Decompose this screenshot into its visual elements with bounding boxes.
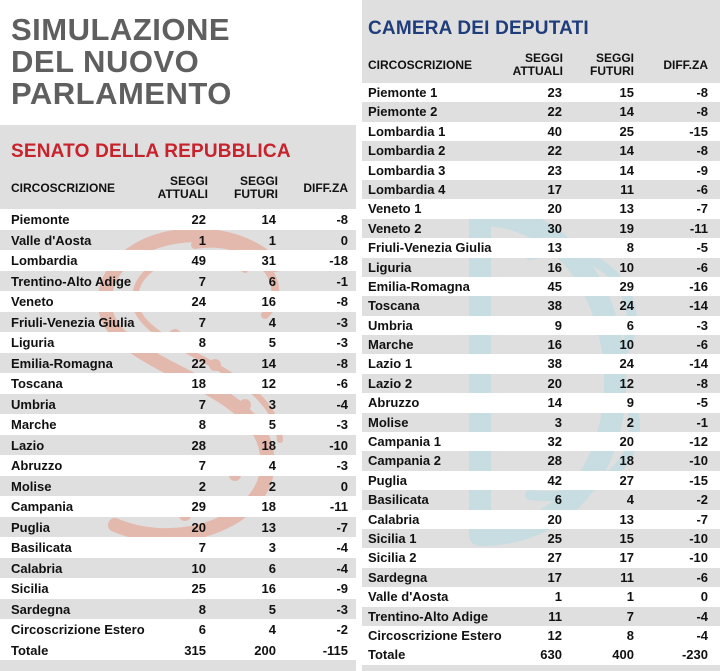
seggi-futuri-cell: 5 bbox=[268, 417, 276, 432]
seggi-futuri-cell: 11 bbox=[620, 569, 634, 585]
seggi-attuali-cell: 7 bbox=[198, 273, 206, 289]
seggi-futuri-cell: 10 bbox=[619, 337, 634, 353]
region-cell: Umbria bbox=[368, 317, 413, 333]
table-row bbox=[0, 414, 356, 435]
table-row bbox=[362, 296, 720, 315]
differenza-cell: -6 bbox=[336, 376, 348, 391]
senato-table bbox=[0, 209, 356, 660]
seggi-futuri-cell: 15 bbox=[619, 530, 634, 546]
seggi-attuali-cell: 22 bbox=[547, 143, 562, 159]
differenza-cell: -18 bbox=[329, 253, 348, 268]
region-cell: Sicilia bbox=[11, 581, 49, 596]
differenza-cell: 0 bbox=[340, 478, 348, 494]
region-cell: Campania 1 bbox=[368, 434, 441, 450]
differenza-cell: -115 bbox=[322, 642, 348, 658]
table-row bbox=[0, 619, 356, 640]
seggi-attuali-cell: 24 bbox=[191, 294, 206, 309]
seggi-futuri-cell: 6 bbox=[626, 317, 634, 333]
seggi-futuri-cell: 15 bbox=[619, 85, 634, 100]
table-row bbox=[362, 490, 720, 509]
differenza-cell: -8 bbox=[696, 104, 708, 120]
differenza-cell: -10 bbox=[689, 453, 708, 469]
seggi-futuri-cell: 11 bbox=[620, 181, 634, 197]
seggi-attuali-cell: 8 bbox=[198, 601, 206, 617]
seggi-attuali-cell: 23 bbox=[547, 162, 562, 178]
differenza-cell: -4 bbox=[336, 560, 348, 576]
region-cell: Abruzzo bbox=[11, 458, 63, 473]
differenza-cell: -6 bbox=[696, 337, 708, 353]
differenza-cell: -1 bbox=[336, 273, 348, 289]
seggi-futuri-cell: 8 bbox=[626, 627, 634, 643]
seggi-attuali-cell: 18 bbox=[191, 376, 206, 391]
table-row bbox=[362, 335, 720, 354]
region-cell: Abruzzo bbox=[368, 395, 420, 411]
table-row bbox=[362, 529, 720, 548]
region-cell: Totale bbox=[11, 642, 49, 658]
differenza-cell: -8 bbox=[336, 212, 348, 227]
seggi-attuali-cell: 22 bbox=[191, 212, 206, 227]
differenza-cell: -5 bbox=[696, 395, 708, 411]
table-row bbox=[0, 332, 356, 353]
seggi-futuri-cell: 3 bbox=[268, 396, 276, 412]
table-row bbox=[362, 451, 720, 470]
region-cell: Veneto 2 bbox=[368, 220, 422, 236]
seggi-futuri-cell: 13 bbox=[261, 519, 276, 535]
seggi-attuali-cell: 28 bbox=[547, 453, 562, 469]
seggi-attuali-cell: 315 bbox=[184, 642, 206, 658]
seggi-futuri-cell: 14 bbox=[261, 355, 276, 371]
differenza-cell: -8 bbox=[696, 143, 708, 159]
seggi-attuali-cell: 23 bbox=[547, 85, 562, 100]
differenza-cell: -10 bbox=[329, 437, 348, 453]
region-cell: Toscana bbox=[11, 376, 63, 391]
table-row bbox=[0, 558, 356, 579]
region-cell: Calabria bbox=[368, 511, 420, 527]
table-row bbox=[362, 587, 720, 606]
seggi-attuali-cell: 7 bbox=[198, 396, 206, 412]
seggi-futuri-cell: 24 bbox=[619, 298, 634, 314]
table-row bbox=[362, 393, 720, 412]
differenza-cell: -9 bbox=[336, 581, 348, 596]
table-row bbox=[362, 122, 720, 141]
table-row bbox=[362, 354, 720, 373]
differenza-cell: -7 bbox=[696, 511, 708, 527]
senato-heading: SENATO DELLA REPUBBLICA bbox=[11, 141, 291, 162]
camera-col-futuri: SEGGI FUTURI bbox=[590, 51, 634, 78]
region-cell: Sardegna bbox=[11, 601, 71, 617]
table-row bbox=[362, 413, 720, 432]
seggi-attuali-cell: 40 bbox=[547, 123, 562, 139]
seggi-futuri-cell: 1 bbox=[268, 232, 276, 248]
seggi-futuri-cell: 4 bbox=[268, 314, 276, 330]
seggi-futuri-cell: 16 bbox=[261, 581, 276, 596]
region-cell: Lazio 1 bbox=[368, 356, 413, 372]
differenza-cell: -230 bbox=[681, 647, 708, 663]
camera-table bbox=[362, 83, 720, 665]
table-row bbox=[0, 271, 356, 292]
seggi-futuri-cell: 20 bbox=[619, 434, 634, 450]
seggi-futuri-cell: 10 bbox=[619, 259, 634, 275]
seggi-futuri-cell: 4 bbox=[268, 622, 276, 637]
region-cell: Basilicata bbox=[368, 492, 429, 508]
region-cell: Molise bbox=[11, 478, 52, 494]
seggi-futuri-cell: 6 bbox=[268, 273, 276, 289]
table-row bbox=[0, 517, 356, 538]
differenza-cell: -14 bbox=[689, 298, 708, 314]
seggi-attuali-cell: 630 bbox=[540, 647, 562, 663]
seggi-futuri-cell: 13 bbox=[619, 511, 634, 527]
differenza-cell: 0 bbox=[340, 232, 348, 248]
seggi-attuali-cell: 38 bbox=[547, 356, 562, 372]
region-cell: Lazio bbox=[11, 437, 45, 453]
seggi-futuri-cell: 5 bbox=[268, 601, 276, 617]
table-row bbox=[362, 199, 720, 218]
seggi-futuri-cell: 16 bbox=[261, 294, 276, 309]
table-row bbox=[0, 353, 356, 374]
differenza-cell: -14 bbox=[689, 356, 708, 372]
seggi-attuali-cell: 16 bbox=[547, 337, 562, 353]
region-cell: Trentino-Alto Adige bbox=[11, 273, 132, 289]
seggi-attuali-cell: 42 bbox=[547, 472, 562, 488]
seggi-futuri-cell: 12 bbox=[261, 376, 276, 391]
seggi-futuri-cell: 27 bbox=[619, 472, 634, 488]
region-cell: Friuli-Venezia Giulia bbox=[11, 314, 135, 330]
differenza-cell: -5 bbox=[696, 240, 708, 256]
region-cell: Lazio 2 bbox=[368, 375, 413, 391]
region-cell: Veneto bbox=[11, 294, 54, 309]
table-row bbox=[362, 471, 720, 490]
seggi-attuali-cell: 49 bbox=[191, 253, 206, 268]
total-row bbox=[362, 645, 720, 664]
seggi-futuri-cell: 18 bbox=[261, 499, 276, 514]
table-row bbox=[0, 373, 356, 394]
table-row bbox=[0, 250, 356, 271]
seggi-attuali-cell: 25 bbox=[547, 530, 562, 546]
seggi-attuali-cell: 9 bbox=[554, 317, 562, 333]
seggi-futuri-cell: 31 bbox=[261, 253, 276, 268]
differenza-cell: -1 bbox=[696, 414, 708, 430]
senato-col-diff: DIFF.ZA bbox=[303, 181, 348, 195]
seggi-attuali-cell: 7 bbox=[198, 540, 206, 555]
seggi-futuri-cell: 25 bbox=[619, 123, 634, 139]
seggi-futuri-cell: 17 bbox=[619, 550, 634, 566]
differenza-cell: 0 bbox=[700, 589, 708, 605]
seggi-attuali-cell: 1 bbox=[554, 589, 562, 605]
table-row bbox=[362, 258, 720, 277]
differenza-cell: -6 bbox=[696, 569, 708, 585]
seggi-attuali-cell: 17 bbox=[547, 181, 562, 197]
seggi-futuri-cell: 12 bbox=[619, 375, 634, 391]
differenza-cell: -3 bbox=[336, 314, 348, 330]
seggi-attuali-cell: 8 bbox=[198, 417, 206, 432]
seggi-attuali-cell: 45 bbox=[547, 278, 562, 294]
differenza-cell: -7 bbox=[696, 201, 708, 217]
table-row bbox=[0, 291, 356, 312]
table-row bbox=[362, 219, 720, 238]
seggi-attuali-cell: 32 bbox=[547, 434, 562, 450]
region-cell: Puglia bbox=[11, 519, 51, 535]
differenza-cell: -6 bbox=[696, 181, 708, 197]
seggi-futuri-cell: 18 bbox=[619, 453, 634, 469]
differenza-cell: -11 bbox=[689, 220, 708, 236]
seggi-attuali-cell: 12 bbox=[547, 627, 562, 643]
seggi-futuri-cell: 4 bbox=[268, 458, 276, 473]
region-cell: Emilia-Romagna bbox=[11, 355, 113, 371]
region-cell: Lombardia 3 bbox=[368, 162, 446, 178]
seggi-futuri-cell: 7 bbox=[626, 608, 634, 624]
table-row bbox=[362, 83, 720, 102]
seggi-attuali-cell: 2 bbox=[198, 478, 206, 494]
seggi-attuali-cell: 38 bbox=[547, 298, 562, 314]
table-row bbox=[0, 230, 356, 251]
senato-col-futuri: SEGGI FUTURI bbox=[234, 174, 278, 201]
seggi-attuali-cell: 8 bbox=[198, 335, 206, 350]
table-row bbox=[362, 277, 720, 296]
seggi-futuri-cell: 2 bbox=[268, 478, 276, 494]
seggi-futuri-cell: 1 bbox=[626, 589, 634, 605]
seggi-futuri-cell: 29 bbox=[619, 278, 634, 294]
differenza-cell: -6 bbox=[696, 259, 708, 275]
table-row bbox=[0, 496, 356, 517]
seggi-attuali-cell: 20 bbox=[547, 511, 562, 527]
camera-col-circoscrizione: CIRCOSCRIZIONE bbox=[368, 58, 473, 72]
differenza-cell: -4 bbox=[696, 608, 708, 624]
table-row bbox=[362, 102, 720, 121]
table-row bbox=[362, 161, 720, 180]
senato-col-circoscrizione: CIRCOSCRIZIONE bbox=[11, 181, 116, 195]
differenza-cell: -16 bbox=[689, 278, 708, 294]
seggi-futuri-cell: 5 bbox=[268, 335, 276, 350]
table-row bbox=[0, 435, 356, 456]
region-cell: Umbria bbox=[11, 396, 56, 412]
region-cell: Puglia bbox=[368, 472, 408, 488]
senato-col-attuali: SEGGI ATTUALI bbox=[157, 174, 208, 201]
differenza-cell: -11 bbox=[329, 499, 348, 514]
seggi-futuri-cell: 9 bbox=[626, 395, 634, 411]
region-cell: Marche bbox=[11, 417, 57, 432]
seggi-attuali-cell: 7 bbox=[198, 458, 206, 473]
seggi-futuri-cell: 13 bbox=[619, 201, 634, 217]
table-row bbox=[362, 180, 720, 199]
region-cell: Sardegna bbox=[368, 569, 428, 585]
region-cell: Piemonte 1 bbox=[368, 85, 438, 100]
region-cell: Emilia-Romagna bbox=[368, 278, 470, 294]
differenza-cell: -7 bbox=[336, 519, 348, 535]
seggi-futuri-cell: 4 bbox=[626, 492, 634, 508]
seggi-attuali-cell: 1 bbox=[198, 232, 206, 248]
differenza-cell: -12 bbox=[689, 434, 708, 450]
seggi-attuali-cell: 17 bbox=[547, 569, 562, 585]
table-row bbox=[362, 626, 720, 645]
region-cell: Lombardia 4 bbox=[368, 181, 446, 197]
table-row bbox=[362, 238, 720, 257]
table-row bbox=[362, 510, 720, 529]
differenza-cell: -8 bbox=[696, 85, 708, 100]
region-cell: Lombardia bbox=[11, 253, 78, 268]
differenza-cell: -2 bbox=[696, 492, 708, 508]
table-row bbox=[362, 374, 720, 393]
seggi-futuri-cell: 8 bbox=[626, 240, 634, 256]
differenza-cell: -15 bbox=[689, 123, 708, 139]
table-row bbox=[362, 316, 720, 335]
seggi-futuri-cell: 3 bbox=[268, 540, 276, 555]
seggi-futuri-cell: 6 bbox=[268, 560, 276, 576]
differenza-cell: -2 bbox=[336, 622, 348, 637]
region-cell: Valle d'Aosta bbox=[11, 232, 92, 248]
seggi-attuali-cell: 14 bbox=[547, 395, 562, 411]
seggi-futuri-cell: 14 bbox=[261, 212, 276, 227]
table-row bbox=[362, 568, 720, 587]
region-cell: Lombardia 1 bbox=[368, 123, 446, 139]
region-cell: Totale bbox=[368, 647, 406, 663]
seggi-attuali-cell: 6 bbox=[198, 622, 206, 637]
seggi-attuali-cell: 29 bbox=[191, 499, 206, 514]
seggi-futuri-cell: 400 bbox=[612, 647, 634, 663]
camera-col-attuali: SEGGI ATTUALI bbox=[512, 51, 563, 78]
table-row bbox=[0, 312, 356, 333]
seggi-attuali-cell: 7 bbox=[198, 314, 206, 330]
region-cell: Marche bbox=[368, 337, 414, 353]
seggi-futuri-cell: 200 bbox=[254, 642, 276, 658]
seggi-futuri-cell: 18 bbox=[261, 437, 276, 453]
differenza-cell: -4 bbox=[336, 540, 348, 555]
differenza-cell: -4 bbox=[696, 627, 708, 643]
differenza-cell: -3 bbox=[336, 601, 348, 617]
seggi-attuali-cell: 16 bbox=[547, 259, 562, 275]
table-row bbox=[362, 141, 720, 160]
seggi-attuali-cell: 22 bbox=[191, 355, 206, 371]
region-cell: Molise bbox=[368, 414, 409, 430]
differenza-cell: -10 bbox=[689, 530, 708, 546]
seggi-attuali-cell: 22 bbox=[547, 104, 562, 120]
region-cell: Veneto 1 bbox=[368, 201, 422, 217]
seggi-attuali-cell: 20 bbox=[547, 375, 562, 391]
seggi-attuali-cell: 13 bbox=[547, 240, 562, 256]
region-cell: Liguria bbox=[368, 259, 412, 275]
seggi-attuali-cell: 25 bbox=[191, 581, 206, 596]
region-cell: Valle d'Aosta bbox=[368, 589, 449, 605]
differenza-cell: -9 bbox=[696, 162, 708, 178]
table-row bbox=[0, 394, 356, 415]
region-cell: Sicilia 2 bbox=[368, 550, 417, 566]
differenza-cell: -3 bbox=[696, 317, 708, 333]
seggi-attuali-cell: 10 bbox=[191, 560, 206, 576]
region-cell: Toscana bbox=[368, 298, 420, 314]
region-cell: Piemonte 2 bbox=[368, 104, 438, 120]
table-row bbox=[0, 537, 356, 558]
camera-heading: CAMERA DEI DEPUTATI bbox=[368, 18, 589, 39]
seggi-attuali-cell: 30 bbox=[547, 220, 562, 236]
camera-col-diff: DIFF.ZA bbox=[663, 58, 708, 72]
table-row bbox=[0, 455, 356, 476]
differenza-cell: -10 bbox=[689, 550, 708, 566]
region-cell: Circoscrizione Estero bbox=[368, 627, 502, 643]
region-cell: Lombardia 2 bbox=[368, 143, 446, 159]
seggi-attuali-cell: 6 bbox=[554, 492, 562, 508]
region-cell: Piemonte bbox=[11, 212, 70, 227]
total-row bbox=[0, 640, 356, 661]
table-row bbox=[0, 599, 356, 620]
differenza-cell: -3 bbox=[336, 335, 348, 350]
region-cell: Sicilia 1 bbox=[368, 530, 417, 546]
seggi-futuri-cell: 14 bbox=[619, 143, 634, 159]
differenza-cell: -8 bbox=[336, 355, 348, 371]
seggi-attuali-cell: 27 bbox=[547, 550, 562, 566]
differenza-cell: -15 bbox=[689, 472, 708, 488]
region-cell: Campania 2 bbox=[368, 453, 441, 469]
seggi-futuri-cell: 24 bbox=[619, 356, 634, 372]
region-cell: Liguria bbox=[11, 335, 55, 350]
table-row bbox=[362, 432, 720, 451]
differenza-cell: -8 bbox=[336, 294, 348, 309]
seggi-attuali-cell: 11 bbox=[548, 608, 562, 624]
region-cell: Friuli-Venezia Giulia bbox=[368, 240, 492, 256]
table-row bbox=[0, 209, 356, 230]
region-cell: Trentino-Alto Adige bbox=[368, 608, 489, 624]
differenza-cell: -3 bbox=[336, 458, 348, 473]
differenza-cell: -4 bbox=[336, 396, 348, 412]
differenza-cell: -8 bbox=[696, 375, 708, 391]
seggi-attuali-cell: 3 bbox=[554, 414, 562, 430]
region-cell: Circoscrizione Estero bbox=[11, 622, 145, 637]
region-cell: Basilicata bbox=[11, 540, 72, 555]
differenza-cell: -3 bbox=[336, 417, 348, 432]
region-cell: Campania bbox=[11, 499, 74, 514]
seggi-attuali-cell: 28 bbox=[191, 437, 206, 453]
region-cell: Calabria bbox=[11, 560, 63, 576]
main-title: SIMULAZIONE DEL NUOVO PARLAMENTO bbox=[11, 12, 232, 111]
table-row bbox=[362, 548, 720, 567]
seggi-futuri-cell: 14 bbox=[619, 162, 634, 178]
table-row bbox=[0, 476, 356, 497]
seggi-futuri-cell: 14 bbox=[619, 104, 634, 120]
seggi-attuali-cell: 20 bbox=[191, 519, 206, 535]
table-row bbox=[0, 578, 356, 599]
seggi-futuri-cell: 2 bbox=[626, 414, 634, 430]
seggi-attuali-cell: 20 bbox=[547, 201, 562, 217]
table-row bbox=[362, 607, 720, 626]
seggi-futuri-cell: 19 bbox=[619, 220, 634, 236]
